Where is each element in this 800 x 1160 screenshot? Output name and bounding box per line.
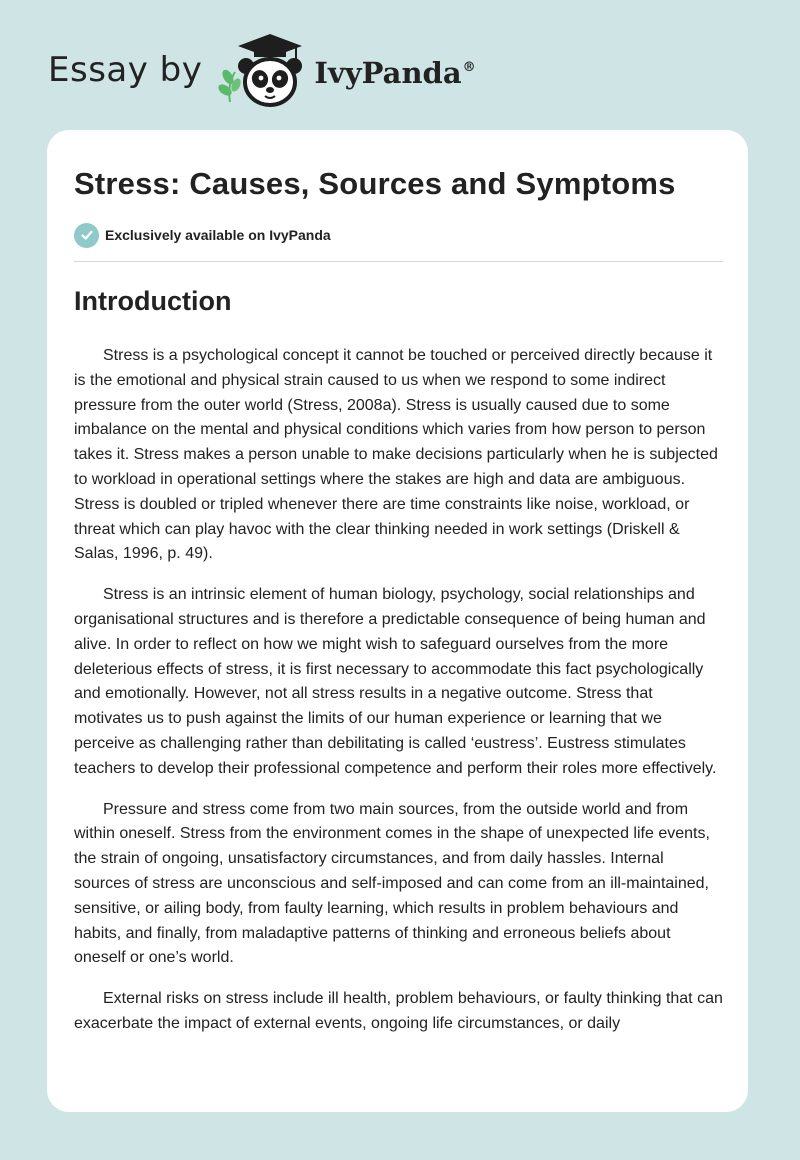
essay-paragraph-2: Stress is an intrinsic element of human biology, psychology, social relationships and organisational structures and is therefore a predictable consequence of being human and alive. In order to reflect on how we might wish to safeguard ourselves from the more deleterious effects of stress, it is first necessary to accommodate this fact psychologically and emotionally. However, not all stress results in a negative outcome. Stress that motivates us to push against the limits of our human experience or learning that we perceive as challenging rather than debilitating is called ‘eustress’. Eustress stimulates teachers to develop their professional competence and perform their roles more effectively. <box>74 586 717 777</box>
title-divider <box>74 261 723 262</box>
essay-card <box>47 130 748 1112</box>
registered-mark: ® <box>462 60 476 75</box>
page-title: Stress: Causes, Sources and Symptoms <box>74 166 676 201</box>
essay-by-label: Essay by <box>48 50 203 90</box>
essay-paragraph-1: Stress is a psychological concept it cannot be touched or perceived directly because it is the emotional and physical strain caused to us when we respond to some indirect pressure from the outer world (Stress, 2008a). Stress is usually caused due to some imbalance on the mental and physical conditions which varies from how person to person takes it. Stress makes a person unable to make decisions particularly when he is subjected to workload in operational settings where the stakes are high and data are ambiguous. Stress is doubled or tripled whenever there are time constraints like noise, workload, or threat which can play havoc with the clear thinking needed in work settings (Driskell & Salas, 1996, p. 49). <box>74 347 718 563</box>
panda-graduate-logo-icon[interactable] <box>216 30 310 110</box>
essay-paragraph-4: External risks on stress include ill health, problem behaviours, or faulty thinking that can exacerbate the impact of external events, ongoing life circumstances, or daily <box>74 990 723 1032</box>
essay-paragraph-3: Pressure and stress come from two main sources, from the outside world and from within oneself. Stress from the environment comes in the shape of unexpected life events, the strain of ongoing, unsatisfactory circumstances, and from daily hassles. Internal sources of stress are unconscious and self-imposed and can come from an ill-maintained, sensitive, or ailing body, from faulty learning, which results in problem behaviours and habits, and finally, from maladaptive patterns of thinking and erroneous beliefs about oneself or one’s world. <box>74 800 710 967</box>
brand-name[interactable]: IvyPanda® <box>314 56 476 90</box>
check-circle-icon <box>74 223 99 248</box>
exclusive-badge-label: Exclusively available on IvyPanda <box>105 227 331 243</box>
site-header <box>48 30 476 110</box>
essay-body <box>74 344 724 1053</box>
exclusive-badge <box>74 222 331 248</box>
section-heading-introduction: Introduction <box>74 286 232 316</box>
